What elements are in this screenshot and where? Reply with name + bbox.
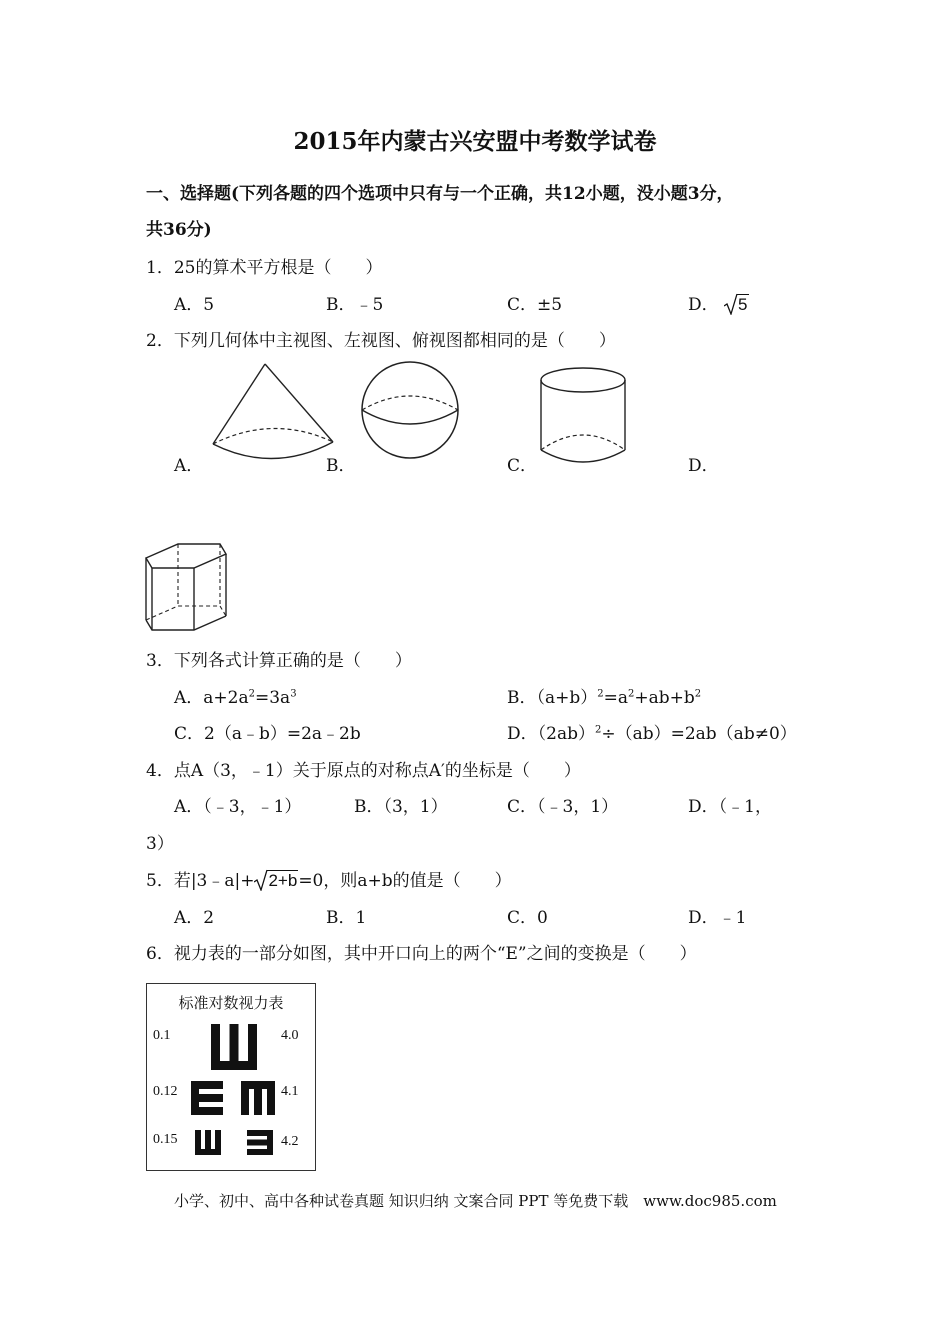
e-optotype-left-icon [247, 1130, 273, 1155]
eye-chart-left-value: 0.12 [153, 1084, 178, 1099]
section-header-line2: 共36分) [146, 220, 212, 240]
q4-option-c: C．（﹣3，1） [507, 797, 619, 817]
q2-stem: 2．下列几何体中主视图、左视图、俯视图都相同的是（ ） [146, 331, 616, 351]
q5-option-c: C．0 [507, 908, 548, 928]
cylinder-figure [535, 362, 635, 472]
e-optotype-down-icon [241, 1081, 275, 1115]
q6-stem: 6．视力表的一部分如图，其中开口向上的两个“E”之间的变换是（ ） [146, 944, 697, 964]
e-optotype-up-icon [195, 1130, 221, 1155]
eye-chart-right-value: 4.2 [281, 1134, 299, 1149]
q5-option-d: D．﹣1 [688, 908, 747, 928]
q3-option-c: C．2（a﹣b）=2a﹣2b [174, 724, 361, 744]
q1-option-d-label: D． [688, 295, 719, 315]
q2-option-c: C． [507, 456, 538, 476]
eye-chart-left-value: 0.1 [153, 1028, 171, 1043]
q1-option-a: A．5 [174, 295, 215, 315]
q5-stem: 5．若|3﹣a|+ 2+b=0，则a+b的值是（ ） [146, 871, 512, 891]
radical-sign-icon [724, 293, 738, 315]
q2-option-b: B． [326, 456, 356, 476]
q2-option-d: D． [688, 456, 719, 476]
sphere-figure [358, 358, 468, 468]
cone-figure [205, 358, 345, 468]
q3-option-d: D．$(2ab)^2\div(ab)=2ab(ab\ne 0)$ [507, 724, 797, 744]
q4-option-a: A．（﹣3，﹣1） [174, 797, 302, 817]
eye-chart-left-value: 0.15 [153, 1132, 178, 1147]
hexagonal-prism-figure [140, 538, 235, 638]
q3-option-a: A．$a+2a^2=3a^3$ [174, 688, 297, 708]
q3-option-b: B．$(a+b)^2=a^2+ab+b^2$ [507, 688, 702, 708]
e-optotype-right-icon [191, 1081, 223, 1115]
q1-radicand: 5 [738, 295, 748, 314]
q1-option-b: B．﹣5 [326, 295, 384, 315]
page-footer: 小学、初中、高中各种试卷真题 知识归纳 文案合同 PPT 等免费下载 www.doc985.com [174, 1192, 777, 1210]
e-optotype-up-icon [211, 1024, 257, 1070]
eye-chart [146, 983, 316, 1171]
sqrt-expression [724, 295, 748, 315]
sqrt-expression [254, 871, 298, 891]
section-header-line1: 一、选择题(下列各题的四个选项中只有与一个正确，共12小题，没小题3分， [146, 184, 734, 204]
q5-radicand: 2+b [268, 871, 298, 890]
q4-option-b: B．（3，1） [354, 797, 448, 817]
eye-chart-right-value: 4.1 [281, 1084, 299, 1099]
q1-stem: 1．25的算术平方根是（ ） [146, 258, 383, 278]
q2-option-a: A． [174, 456, 204, 476]
q1-option-c: C．±5 [507, 295, 563, 315]
q4-stem: 4．点A（3，﹣1）关于原点的对称点A′的坐标是（ ） [146, 761, 581, 781]
q4-option-d: D．（﹣1， [688, 797, 772, 817]
page-title: 2015年内蒙古兴安盟中考数学试卷 [293, 128, 657, 155]
q1-option-d [688, 295, 749, 315]
q4-option-d-continued: 3） [146, 834, 174, 854]
eye-chart-right-value: 4.0 [281, 1028, 299, 1043]
q5-option-a: A．2 [174, 908, 215, 928]
q3-stem: 3．下列各式计算正确的是（ ） [146, 651, 412, 671]
radical-sign-icon [254, 869, 268, 891]
q5-option-b: B．1 [326, 908, 367, 928]
eye-chart-title: 标准对数视力表 [178, 994, 284, 1012]
